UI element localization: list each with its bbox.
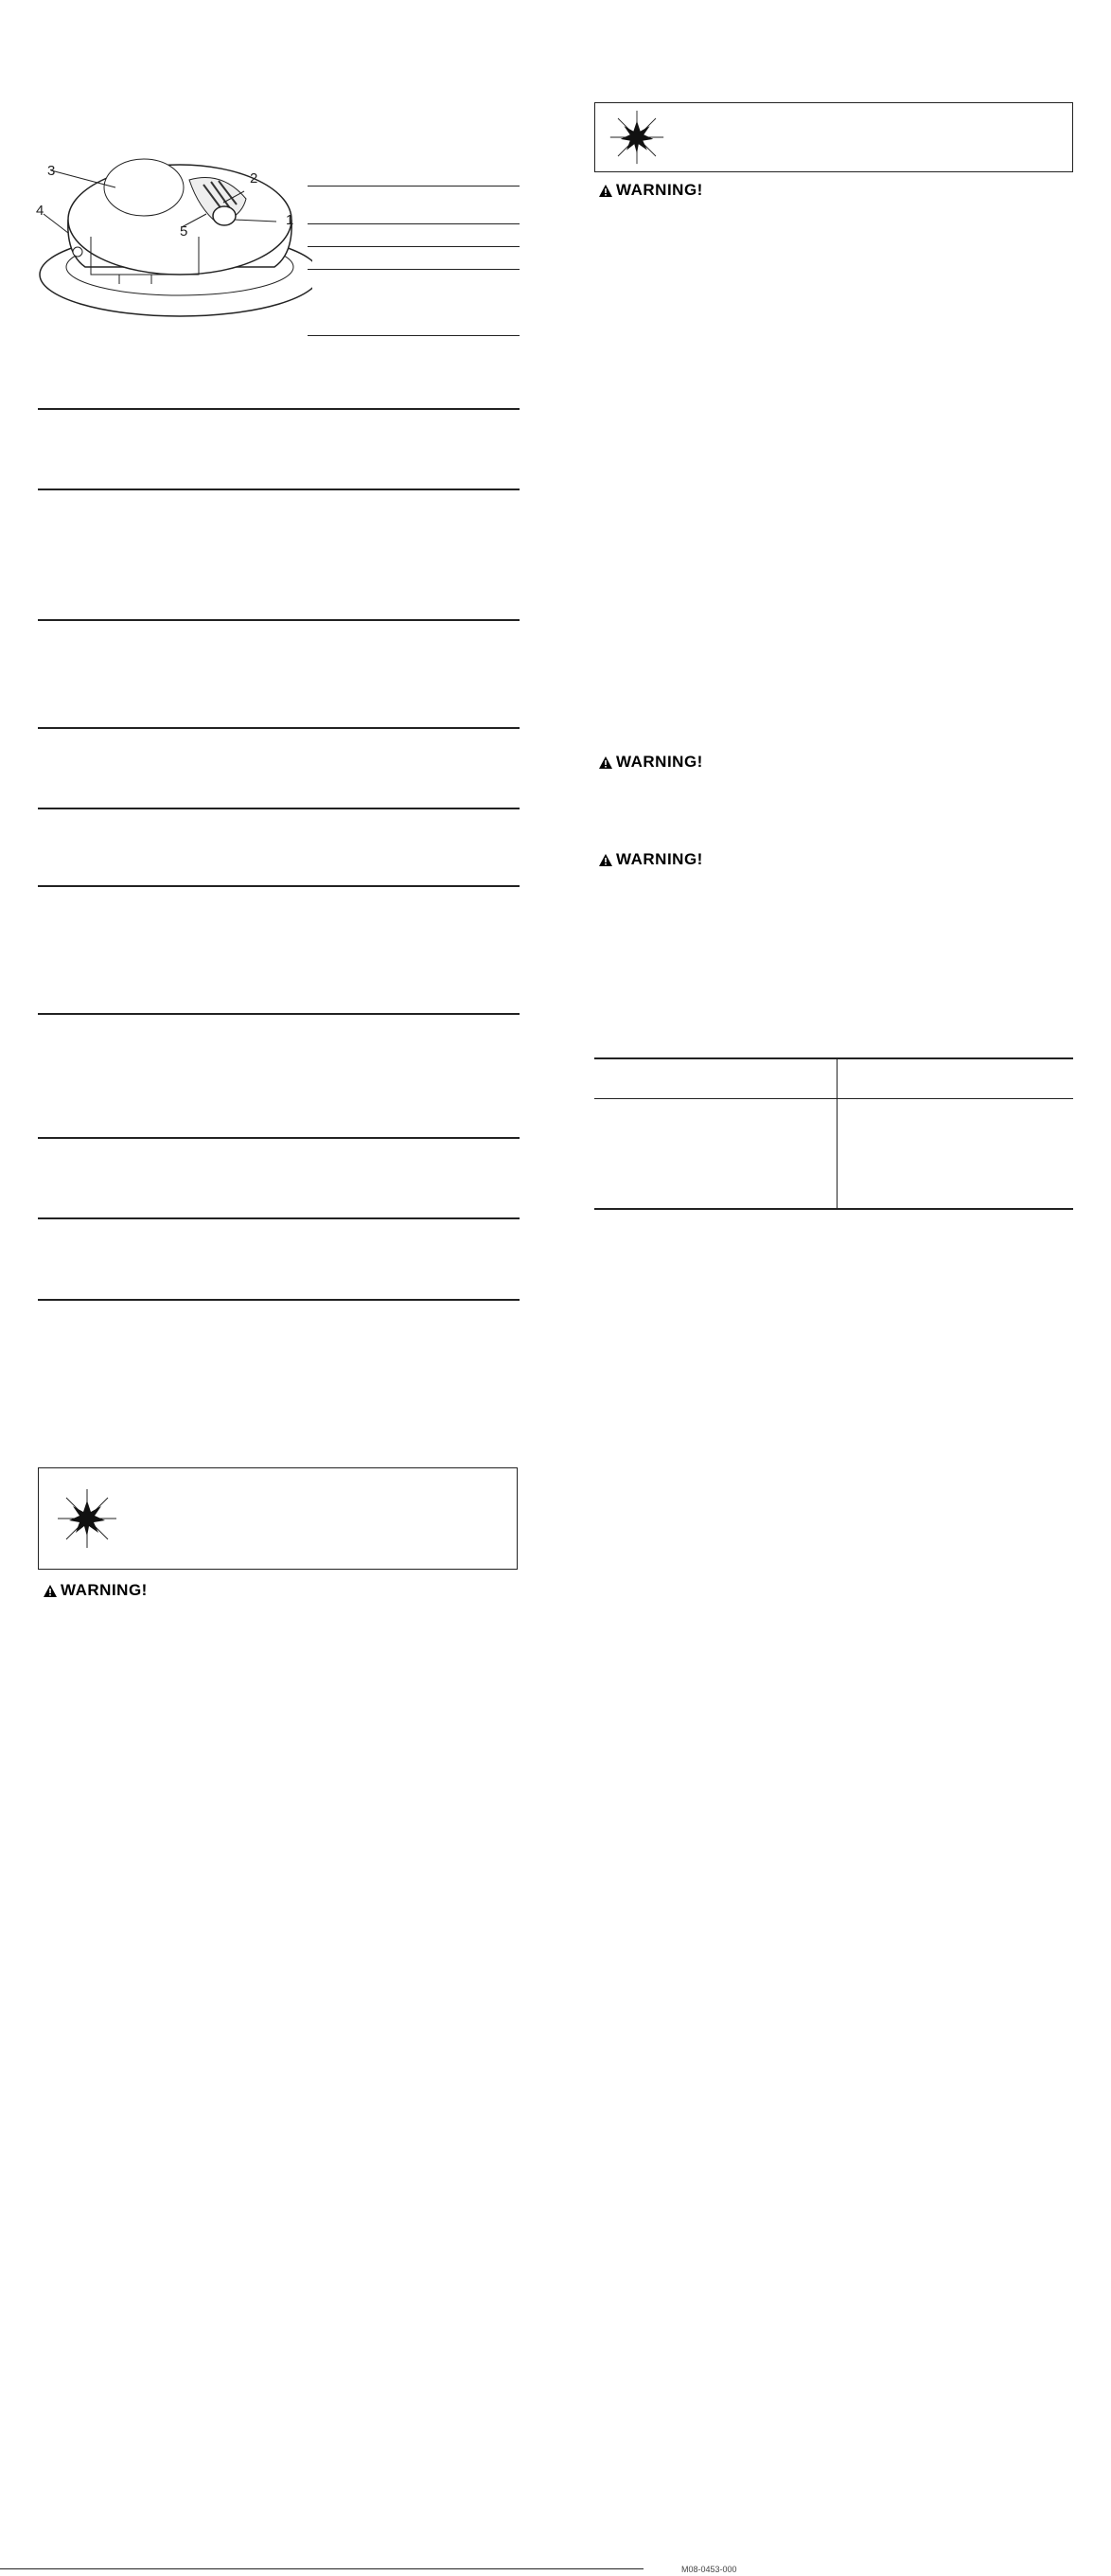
legend-rule [308,223,520,224]
section-rule [38,1217,520,1219]
warning-heading [598,850,703,869]
starburst-icon [56,1487,118,1554]
warning-triangle-icon [598,755,613,770]
warning-triangle-icon [43,1584,58,1598]
warning-triangle-icon [598,184,613,198]
section-rule [38,1137,520,1139]
footer-rule [0,2568,644,2569]
warning-triangle-icon [598,853,613,867]
section-rule [38,1299,520,1301]
warning-label: WARNING! [61,1581,148,1599]
callout-4: 4 [36,203,44,219]
callout-2: 2 [250,170,258,187]
table-top-rule [594,1057,1073,1059]
callout-3: 3 [47,163,56,179]
notice-box [38,1467,518,1570]
section-rule [38,408,520,410]
starburst-icon [608,109,665,170]
warning-heading [598,753,703,772]
legend-rule [308,186,520,187]
warning-label: WARNING! [616,753,703,771]
callout-5: 5 [180,223,188,240]
section-rule [38,885,520,887]
legend-rule [308,246,520,247]
table-bottom-rule [594,1208,1073,1210]
smoke-alarm-diagram [28,142,312,331]
smoke-alarm-illustration [28,142,312,331]
table-column-divider [837,1057,838,1209]
document-code: M08-0453-000 [681,2565,737,2574]
legend-rule [308,335,520,336]
warning-label: WARNING! [616,181,703,199]
legend-rule [308,269,520,270]
section-rule [38,1013,520,1015]
section-rule [38,808,520,809]
section-rule [38,619,520,621]
section-rule [38,489,520,490]
warning-heading [598,181,703,200]
notice-box [594,102,1073,172]
section-rule [38,727,520,729]
warning-label: WARNING! [616,850,703,868]
callout-1: 1 [286,212,294,228]
warning-heading [43,1581,148,1600]
table-header-rule [594,1098,1073,1099]
